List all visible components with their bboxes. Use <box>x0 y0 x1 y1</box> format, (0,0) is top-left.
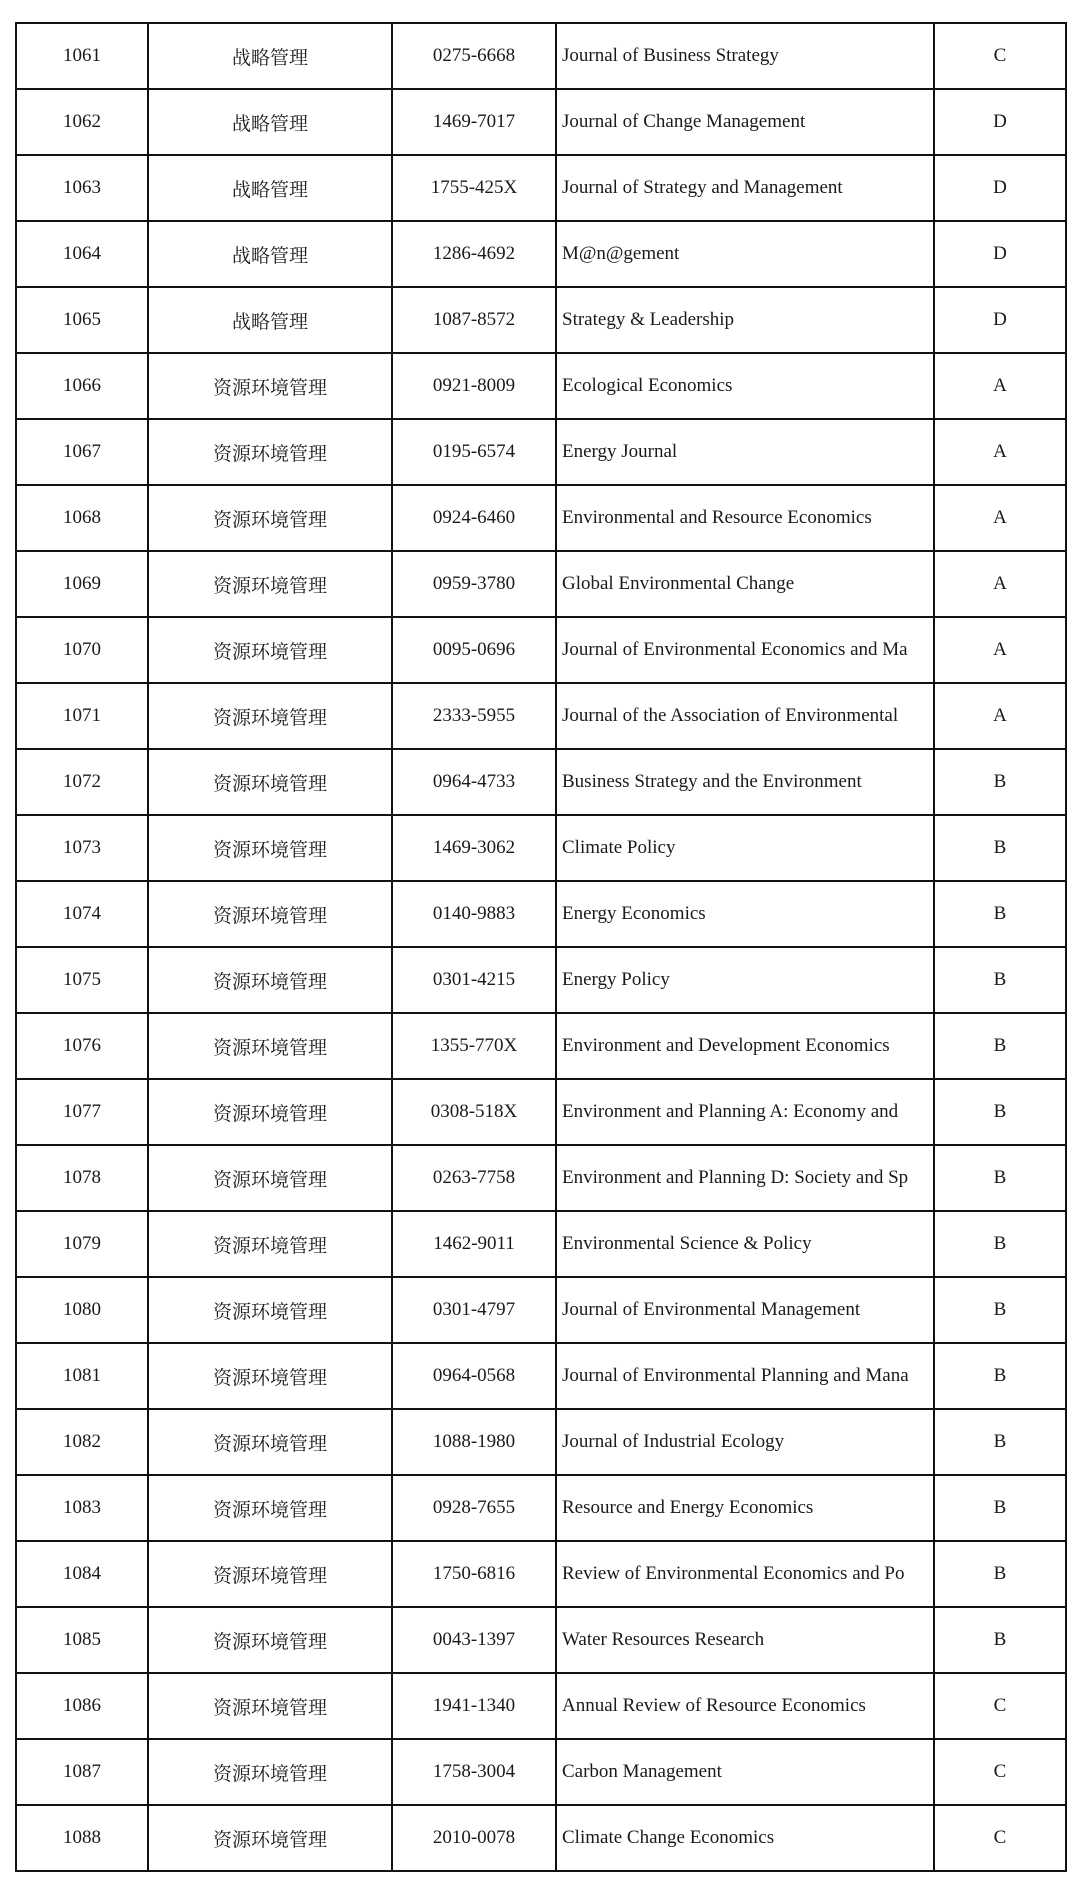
issn-cell: 0964-4733 <box>392 749 556 815</box>
issn-cell: 0195-6574 <box>392 419 556 485</box>
journal-title-cell: Resource and Energy Economics <box>556 1475 934 1541</box>
row-number-cell: 1087 <box>16 1739 148 1805</box>
journal-title-cell: Energy Journal <box>556 419 934 485</box>
grade-cell: A <box>934 353 1066 419</box>
category-cell: 战略管理 <box>148 89 392 155</box>
journal-title-cell: Energy Policy <box>556 947 934 1013</box>
journal-title-cell: Environmental and Resource Economics <box>556 485 934 551</box>
journal-title-cell: Journal of Environmental Planning and Mana <box>556 1343 934 1409</box>
grade-cell: B <box>934 947 1066 1013</box>
grade-cell: B <box>934 1475 1066 1541</box>
category-cell: 战略管理 <box>148 23 392 89</box>
category-cell: 资源环境管理 <box>148 1805 392 1871</box>
journal-title-cell: Journal of Strategy and Management <box>556 155 934 221</box>
journal-title-cell: Strategy & Leadership <box>556 287 934 353</box>
table-row <box>16 1409 1066 1475</box>
grade-cell: B <box>934 1409 1066 1475</box>
journal-table <box>15 22 1067 1872</box>
row-number-cell: 1063 <box>16 155 148 221</box>
row-number-cell: 1065 <box>16 287 148 353</box>
grade-cell: B <box>934 815 1066 881</box>
category-cell: 资源环境管理 <box>148 1541 392 1607</box>
category-cell: 资源环境管理 <box>148 1475 392 1541</box>
grade-cell: A <box>934 485 1066 551</box>
issn-cell: 1469-7017 <box>392 89 556 155</box>
grade-cell: C <box>934 1805 1066 1871</box>
table-row <box>16 1541 1066 1607</box>
table-row <box>16 1607 1066 1673</box>
journal-title-cell: Business Strategy and the Environment <box>556 749 934 815</box>
issn-cell: 0043-1397 <box>392 1607 556 1673</box>
table-row <box>16 881 1066 947</box>
row-number-cell: 1081 <box>16 1343 148 1409</box>
grade-cell: A <box>934 419 1066 485</box>
issn-cell: 0924-6460 <box>392 485 556 551</box>
category-cell: 资源环境管理 <box>148 947 392 1013</box>
row-number-cell: 1080 <box>16 1277 148 1343</box>
table-row <box>16 815 1066 881</box>
table-row <box>16 155 1066 221</box>
issn-cell: 1087-8572 <box>392 287 556 353</box>
category-cell: 资源环境管理 <box>148 485 392 551</box>
journal-title-cell: Journal of Environmental Economics and Ma <box>556 617 934 683</box>
row-number-cell: 1082 <box>16 1409 148 1475</box>
category-cell: 资源环境管理 <box>148 1409 392 1475</box>
issn-cell: 0301-4215 <box>392 947 556 1013</box>
category-cell: 资源环境管理 <box>148 749 392 815</box>
category-cell: 资源环境管理 <box>148 1079 392 1145</box>
journal-title-cell: Water Resources Research <box>556 1607 934 1673</box>
journal-title-cell: Journal of Business Strategy <box>556 23 934 89</box>
table-row <box>16 1211 1066 1277</box>
issn-cell: 0964-0568 <box>392 1343 556 1409</box>
grade-cell: B <box>934 1079 1066 1145</box>
journal-title-cell: Carbon Management <box>556 1739 934 1805</box>
issn-cell: 0928-7655 <box>392 1475 556 1541</box>
row-number-cell: 1075 <box>16 947 148 1013</box>
issn-cell: 1462-9011 <box>392 1211 556 1277</box>
journal-title-cell: Journal of Environmental Management <box>556 1277 934 1343</box>
table-row <box>16 1277 1066 1343</box>
row-number-cell: 1067 <box>16 419 148 485</box>
row-number-cell: 1086 <box>16 1673 148 1739</box>
issn-cell: 1088-1980 <box>392 1409 556 1475</box>
category-cell: 资源环境管理 <box>148 1013 392 1079</box>
row-number-cell: 1083 <box>16 1475 148 1541</box>
grade-cell: D <box>934 155 1066 221</box>
issn-cell: 1750-6816 <box>392 1541 556 1607</box>
table-row <box>16 1739 1066 1805</box>
journal-title-cell: Environmental Science & Policy <box>556 1211 934 1277</box>
issn-cell: 0263-7758 <box>392 1145 556 1211</box>
table-row <box>16 1673 1066 1739</box>
category-cell: 资源环境管理 <box>148 551 392 617</box>
grade-cell: A <box>934 551 1066 617</box>
table-row <box>16 485 1066 551</box>
grade-cell: B <box>934 749 1066 815</box>
journal-title-cell: Climate Policy <box>556 815 934 881</box>
table-row <box>16 1013 1066 1079</box>
grade-cell: A <box>934 683 1066 749</box>
grade-cell: C <box>934 1673 1066 1739</box>
issn-cell: 0275-6668 <box>392 23 556 89</box>
journal-title-cell: Ecological Economics <box>556 353 934 419</box>
grade-cell: B <box>934 1607 1066 1673</box>
journal-title-cell: Journal of the Association of Environmental <box>556 683 934 749</box>
grade-cell: B <box>934 1013 1066 1079</box>
journal-title-cell: Annual Review of Resource Economics <box>556 1673 934 1739</box>
category-cell: 资源环境管理 <box>148 881 392 947</box>
table-row <box>16 551 1066 617</box>
row-number-cell: 1076 <box>16 1013 148 1079</box>
table-row <box>16 221 1066 287</box>
category-cell: 资源环境管理 <box>148 683 392 749</box>
journal-table-container <box>15 22 1065 1872</box>
category-cell: 资源环境管理 <box>148 1145 392 1211</box>
grade-cell: B <box>934 1541 1066 1607</box>
category-cell: 战略管理 <box>148 155 392 221</box>
issn-cell: 0095-0696 <box>392 617 556 683</box>
category-cell: 资源环境管理 <box>148 1673 392 1739</box>
journal-table-body <box>16 23 1066 1871</box>
category-cell: 战略管理 <box>148 287 392 353</box>
row-number-cell: 1074 <box>16 881 148 947</box>
category-cell: 资源环境管理 <box>148 419 392 485</box>
row-number-cell: 1070 <box>16 617 148 683</box>
category-cell: 资源环境管理 <box>148 1211 392 1277</box>
issn-cell: 0959-3780 <box>392 551 556 617</box>
grade-cell: B <box>934 1145 1066 1211</box>
row-number-cell: 1084 <box>16 1541 148 1607</box>
table-row <box>16 1079 1066 1145</box>
row-number-cell: 1068 <box>16 485 148 551</box>
journal-title-cell: Energy Economics <box>556 881 934 947</box>
journal-title-cell: Global Environmental Change <box>556 551 934 617</box>
category-cell: 资源环境管理 <box>148 1343 392 1409</box>
row-number-cell: 1062 <box>16 89 148 155</box>
grade-cell: D <box>934 221 1066 287</box>
row-number-cell: 1077 <box>16 1079 148 1145</box>
journal-title-cell: Environment and Development Economics <box>556 1013 934 1079</box>
category-cell: 资源环境管理 <box>148 1739 392 1805</box>
row-number-cell: 1064 <box>16 221 148 287</box>
journal-title-cell: Journal of Industrial Ecology <box>556 1409 934 1475</box>
table-row <box>16 947 1066 1013</box>
grade-cell: C <box>934 23 1066 89</box>
grade-cell: B <box>934 1211 1066 1277</box>
table-row <box>16 1475 1066 1541</box>
table-row <box>16 419 1066 485</box>
journal-title-cell: M@n@gement <box>556 221 934 287</box>
table-row <box>16 287 1066 353</box>
grade-cell: A <box>934 617 1066 683</box>
journal-title-cell: Environment and Planning A: Economy and <box>556 1079 934 1145</box>
table-row <box>16 617 1066 683</box>
issn-cell: 1355-770X <box>392 1013 556 1079</box>
grade-cell: B <box>934 1343 1066 1409</box>
grade-cell: B <box>934 1277 1066 1343</box>
issn-cell: 0921-8009 <box>392 353 556 419</box>
issn-cell: 0140-9883 <box>392 881 556 947</box>
row-number-cell: 1088 <box>16 1805 148 1871</box>
journal-title-cell: Journal of Change Management <box>556 89 934 155</box>
issn-cell: 1469-3062 <box>392 815 556 881</box>
table-row <box>16 23 1066 89</box>
row-number-cell: 1072 <box>16 749 148 815</box>
category-cell: 资源环境管理 <box>148 815 392 881</box>
category-cell: 资源环境管理 <box>148 353 392 419</box>
row-number-cell: 1071 <box>16 683 148 749</box>
table-row <box>16 1805 1066 1871</box>
issn-cell: 1755-425X <box>392 155 556 221</box>
issn-cell: 1758-3004 <box>392 1739 556 1805</box>
category-cell: 资源环境管理 <box>148 1277 392 1343</box>
issn-cell: 0301-4797 <box>392 1277 556 1343</box>
journal-title-cell: Environment and Planning D: Society and Sp <box>556 1145 934 1211</box>
journal-title-cell: Climate Change Economics <box>556 1805 934 1871</box>
category-cell: 资源环境管理 <box>148 1607 392 1673</box>
row-number-cell: 1078 <box>16 1145 148 1211</box>
row-number-cell: 1061 <box>16 23 148 89</box>
journal-title-cell: Review of Environmental Economics and Po <box>556 1541 934 1607</box>
issn-cell: 1941-1340 <box>392 1673 556 1739</box>
issn-cell: 1286-4692 <box>392 221 556 287</box>
table-row <box>16 1145 1066 1211</box>
row-number-cell: 1069 <box>16 551 148 617</box>
row-number-cell: 1085 <box>16 1607 148 1673</box>
grade-cell: D <box>934 287 1066 353</box>
issn-cell: 0308-518X <box>392 1079 556 1145</box>
issn-cell: 2010-0078 <box>392 1805 556 1871</box>
table-row <box>16 89 1066 155</box>
issn-cell: 2333-5955 <box>392 683 556 749</box>
grade-cell: C <box>934 1739 1066 1805</box>
category-cell: 战略管理 <box>148 221 392 287</box>
grade-cell: B <box>934 881 1066 947</box>
table-row <box>16 353 1066 419</box>
table-row <box>16 749 1066 815</box>
row-number-cell: 1079 <box>16 1211 148 1277</box>
table-row <box>16 683 1066 749</box>
grade-cell: D <box>934 89 1066 155</box>
table-row <box>16 1343 1066 1409</box>
row-number-cell: 1066 <box>16 353 148 419</box>
row-number-cell: 1073 <box>16 815 148 881</box>
category-cell: 资源环境管理 <box>148 617 392 683</box>
